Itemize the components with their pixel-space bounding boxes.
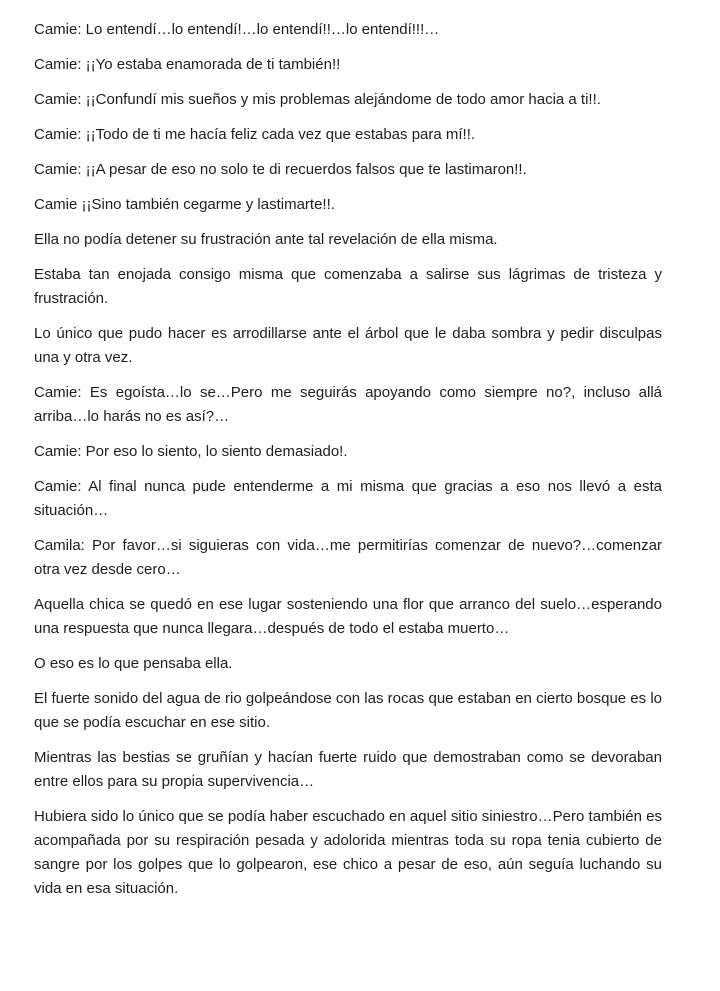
dialogue-paragraph: Camila: Por favor…si siguieras con vida…me permitirías comenzar de nuevo?…comenzar otra vez desde cero… <box>34 537 662 578</box>
narration-paragraph: El fuerte sonido del agua de rio golpeándose con las rocas que estaban en cierto bosque es lo que se podía escuchar en ese sitio. <box>34 690 662 731</box>
narration-paragraph: Mientras las bestias se gruñían y hacían fuerte ruido que demostraban como se devoraban entre ellos para su propia supervivencia… <box>34 749 662 790</box>
dialogue-paragraph: Camie: ¡¡Confundí mis sueños y mis problemas alejándome de todo amor hacia a ti!!. <box>34 91 601 108</box>
document-page <box>34 18 662 912</box>
dialogue-paragraph: Camie: ¡¡A pesar de eso no solo te di recuerdos falsos que te lastimaron!!. <box>34 161 527 178</box>
dialogue-paragraph: Camie: ¡¡Todo de ti me hacía feliz cada vez que estabas para mí!!. <box>34 126 476 143</box>
dialogue-paragraph: Camie: Lo entendí…lo entendí!…lo entendí!!…lo entendí!!!… <box>34 21 440 38</box>
narration-paragraph: Ella no podía detener su frustración ante tal revelación de ella misma. <box>34 231 498 248</box>
narration-paragraph: O eso es lo que pensaba ella. <box>34 655 233 672</box>
narration-paragraph: Hubiera sido lo único que se podía haber escuchado en aquel sitio siniestro…Pero también es acompañada por su respiración pesada y adolorida mientras toda su ropa tenia cubierto de sangre por los golpes que lo golpearon, ese chico a pesar de eso, aún seguía luchando su vida en esa situación. <box>34 808 662 897</box>
narration-paragraph: Aquella chica se quedó en ese lugar sosteniendo una flor que arranco del suelo…esperando una respuesta que nunca llegara…después de todo el estaba muerto… <box>34 596 662 637</box>
narration-paragraph: Lo único que pudo hacer es arrodillarse ante el árbol que le daba sombra y pedir disculpas una y otra vez. <box>34 325 662 366</box>
dialogue-paragraph: Camie: Al final nunca pude entenderme a mi misma que gracias a eso nos llevó a esta situación… <box>34 478 662 519</box>
dialogue-paragraph: Camie: Es egoísta…lo se…Pero me seguirás apoyando como siempre no?, incluso allá arriba…lo harás no es así?… <box>34 384 662 425</box>
dialogue-paragraph: Camie ¡¡Sino también cegarme y lastimarte!!. <box>34 196 335 213</box>
dialogue-paragraph: Camie: Por eso lo siento, lo siento demasiado!. <box>34 443 348 460</box>
narration-paragraph: Estaba tan enojada consigo misma que comenzaba a salirse sus lágrimas de tristeza y frustración. <box>34 266 662 307</box>
dialogue-paragraph: Camie: ¡¡Yo estaba enamorada de ti también!! <box>34 56 341 73</box>
